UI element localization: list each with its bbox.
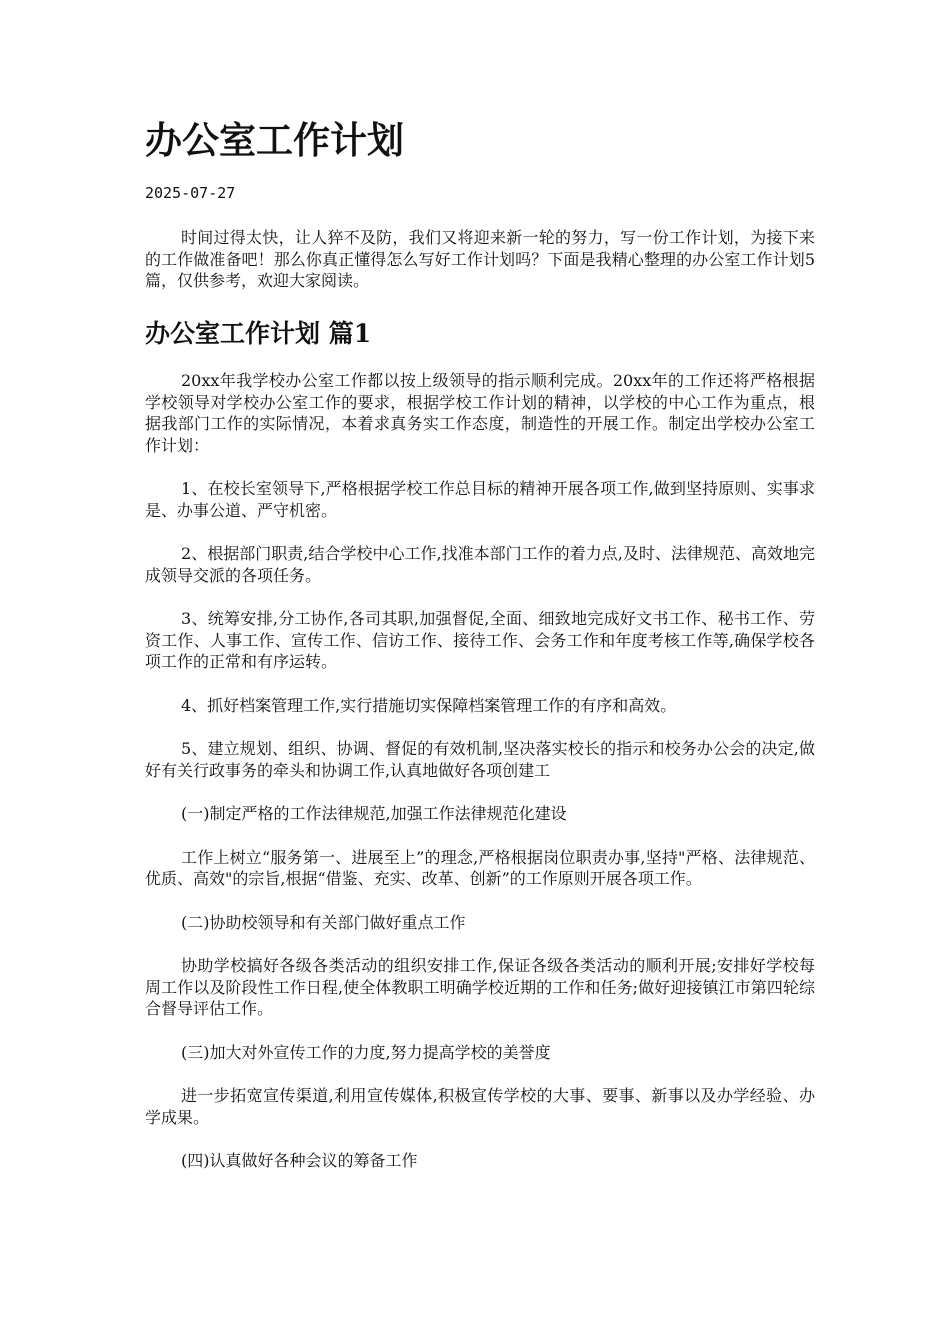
subheading-1: (一)制定严格的工作法律规范,加强工作法律规范化建设 [181,804,567,823]
paragraph-subheading-2-body: 协助学校搞好各级各类活动的组织安排工作,保证各级各类活动的顺利开展;安排好学校每周工作以及阶段性工作日程,使全体教职工明确学校近期的工作和任务;做好迎接镇江市第四轮综合督导评估工作。 [145,956,815,1018]
paragraph-item-4: 4、抓好档案管理工作,实行措施切实保障档案管理工作的有序和高效。 [181,695,677,715]
intro-paragraph: 时间过得太快，让人猝不及防，我们又将迎来新一轮的努力，写一份工作计划，为接下来的工作做准备吧！那么你真正懂得怎么写好工作计划吗？下面是我精心整理的办公室工作计划5篇，仅供参考，欢迎大家阅读。 [145,228,815,290]
subheading-4: (四)认真做好各种会议的筹备工作 [181,1151,418,1170]
subheading-3: (三)加大对外宣传工作的力度,努力提高学校的美誉度 [181,1042,551,1062]
subheading-2: (二)协助校领导和有关部门做好重点工作 [181,912,466,932]
paragraph-item-2: 2、根据部门职责,结合学校中心工作,找准本部门工作的着力点,及时、法律规范、高效地完成领导交派的各项任务。 [145,544,815,585]
section-title: 办公室工作计划 篇1 [145,319,372,348]
paragraph-subheading-1-body: 工作上树立“服务第一、进展至上”的理念,严格根据岗位职责办事,坚持"严格、法律规范、优质、高效"的宗旨,根据“借鉴、充实、改革、创新”的工作原则开展各项工作。 [145,847,815,888]
document-title: 办公室工作计划 [145,118,404,162]
paragraph-item-5: 5、建立规划、组织、协调、督促的有效机制,坚决落实校长的指示和校务办公会的决定,做好有关行政事务的牵头和协调工作,认真地做好各项创建工 [145,739,815,780]
paragraph-overview: 20xx年我学校办公室工作都以按上级领导的指示顺利完成。20xx年的工作还将严格根据学校领导对学校办公室工作的要求，根据学校工作计划的精神，以学校的中心工作为重点，根据我部门工作的实际情况，本着求真务实工作态度，制造性的开展工作。制定出学校办公室工作计划： [145,371,815,455]
section-body [145,370,815,1194]
paragraph-subheading-3-body: 进一步拓宽宣传渠道,利用宣传媒体,积极宣传学校的大事、要事、新事以及办学经验、办学成果。 [145,1086,815,1127]
paragraph-item-3: 3、统筹安排,分工协作,各司其职,加强督促,全面、细致地完成好文书工作、秘书工作、劳资工作、人事工作、宣传工作、信访工作、接待工作、会务工作和年度考核工作等,确保学校各项工作的正常和有序运转。 [145,609,815,671]
paragraph-item-1: 1、在校长室领导下,严格根据学校工作总目标的精神开展各项工作,做到坚持原则、实事求是、办事公道、严守机密。 [145,479,815,520]
document-date: 2025-07-27 [145,184,236,202]
